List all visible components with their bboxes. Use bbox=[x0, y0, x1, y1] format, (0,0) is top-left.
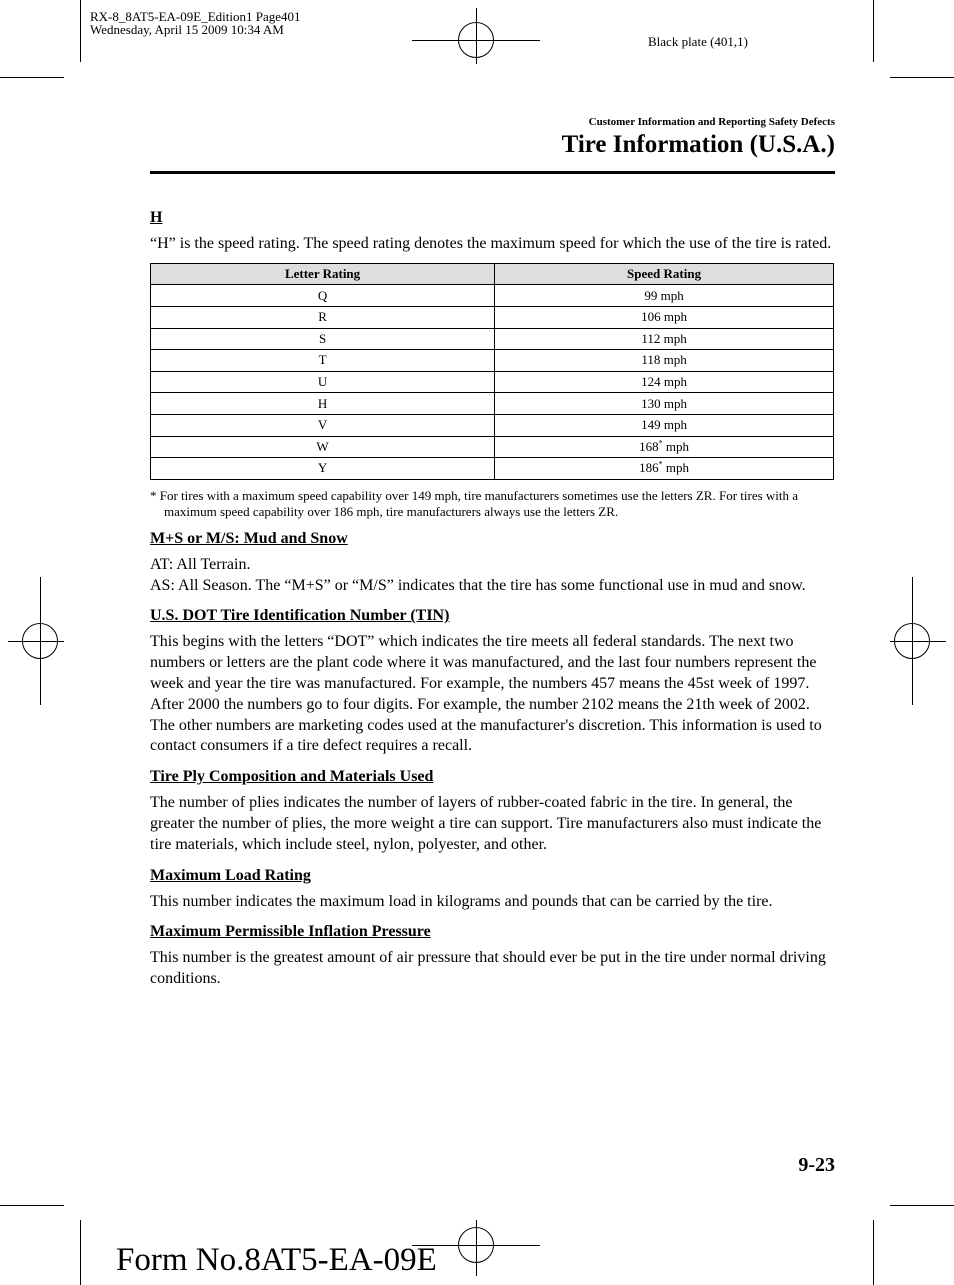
print-job-line: RX-8_8AT5-EA-09E_Edition1 Page401 bbox=[90, 9, 301, 24]
crop-mark bbox=[0, 1205, 64, 1206]
footnote-marker: * bbox=[658, 438, 663, 448]
inflation-text: This number is the greatest amount of air pressure that should ever be put in the tire under normal driving conditions. bbox=[150, 949, 826, 988]
load-heading: Maximum Load Rating bbox=[150, 866, 311, 884]
crop-mark bbox=[80, 0, 81, 62]
registration-target-icon bbox=[22, 623, 58, 659]
table-row bbox=[151, 328, 834, 350]
speed-value: 99 mph bbox=[644, 287, 684, 303]
letter-rating-cell: H bbox=[151, 393, 495, 415]
table-footnote: * For tires with a maximum speed capability over 149 mph, tire manufacturers sometimes use the letters ZR. For tires with a maximum speed capability over 186 mph, tire manufacturers always use the letters ZR. bbox=[150, 487, 799, 520]
crop-mark bbox=[0, 77, 64, 78]
plate-label: Black plate (401,1) bbox=[648, 34, 748, 49]
speed-value: 106 mph bbox=[641, 309, 687, 325]
letter-rating-cell: Q bbox=[151, 285, 495, 307]
mud-snow-line-season: AS: All Season. The “M+S” or “M/S” indicates that the tire has some functional use in mud and snow. bbox=[150, 576, 806, 594]
speed-rating-cell bbox=[495, 328, 834, 350]
speed-value: 168 bbox=[639, 438, 659, 454]
speed-rating-table bbox=[150, 263, 834, 480]
form-number: Form No.8AT5-EA-09E bbox=[116, 1242, 437, 1278]
table-row bbox=[151, 393, 834, 415]
column-header-letter: Letter Rating bbox=[151, 263, 495, 285]
section-label: Customer Information and Reporting Safety Defects bbox=[588, 116, 835, 128]
table-body bbox=[151, 285, 834, 479]
letter-rating-cell: V bbox=[151, 414, 495, 436]
speed-value: 118 mph bbox=[641, 352, 687, 368]
crop-mark bbox=[80, 1220, 81, 1285]
speed-rating-cell bbox=[495, 306, 834, 328]
letter-rating-cell: U bbox=[151, 371, 495, 393]
speed-rating-cell bbox=[495, 350, 834, 372]
load-text: This number indicates the maximum load in kilograms and pounds that can be carried by the tire. bbox=[150, 892, 773, 910]
letter-rating-cell: W bbox=[151, 436, 495, 458]
mud-snow-line-terrain: AT: All Terrain. bbox=[150, 555, 251, 573]
print-date-line: Wednesday, April 15 2009 10:34 AM bbox=[90, 22, 284, 37]
speed-rating-cell bbox=[495, 285, 834, 307]
table-row bbox=[151, 458, 834, 480]
speed-heading: H bbox=[150, 209, 163, 226]
tin-heading: U.S. DOT Tire Identification Number (TIN) bbox=[150, 607, 450, 625]
speed-rating-cell bbox=[495, 393, 834, 415]
registration-target-icon bbox=[894, 623, 930, 659]
speed-rating-cell bbox=[495, 371, 834, 393]
speed-value: 124 mph bbox=[641, 374, 687, 390]
speed-rating-cell bbox=[495, 414, 834, 436]
letter-rating-cell: R bbox=[151, 306, 495, 328]
page-number: 9-23 bbox=[798, 1154, 835, 1176]
print-job-info bbox=[90, 10, 301, 36]
table-row bbox=[151, 306, 834, 328]
title-rule bbox=[150, 171, 835, 174]
crop-mark bbox=[873, 1220, 874, 1285]
speed-unit: mph bbox=[665, 460, 689, 476]
ply-text: The number of plies indicates the number of layers of rubber-coated fabric in the tire. In general, the greater the number of plies, the more weight a tire can support. Tire manufacturers also must indicate the tire materials, which include steel, nylon, polyester, and other. bbox=[150, 794, 822, 853]
table-row bbox=[151, 350, 834, 372]
table-row bbox=[151, 436, 834, 458]
tin-text: This begins with the letters “DOT” which indicates the tire meets all federal standards. The next two numbers or letters are the plant code where it was manufactured, and the last four numbers represent the week and year the tire was manufactured. For example, the numbers 457 means the 45st week of 1997. After 2000 the numbers go to four digits. For example, the number 2102 means the 21th week of 2002. The other numbers are marketing codes used at the manufacturer's discretion. This information is used to contact consumers if a tire defect requires a recall. bbox=[150, 633, 822, 755]
crop-mark bbox=[890, 77, 954, 78]
speed-rating-cell bbox=[495, 458, 834, 480]
crop-mark bbox=[890, 1205, 954, 1206]
table-row bbox=[151, 371, 834, 393]
speed-value: 149 mph bbox=[641, 417, 687, 433]
mud-snow-heading: M+S or M/S: Mud and Snow bbox=[150, 529, 348, 547]
speed-value: 112 mph bbox=[641, 330, 687, 346]
column-header-speed: Speed Rating bbox=[495, 263, 834, 285]
crop-mark bbox=[873, 0, 874, 62]
inflation-heading: Maximum Permissible Inflation Pressure bbox=[150, 923, 431, 941]
speed-value: 130 mph bbox=[641, 395, 687, 411]
main-content bbox=[150, 208, 836, 990]
registration-target-icon bbox=[458, 1227, 494, 1263]
speed-unit: mph bbox=[665, 438, 689, 454]
speed-value: 186 bbox=[639, 460, 659, 476]
footnote-marker: * bbox=[658, 460, 663, 470]
page-title: Tire Information (U.S.A.) bbox=[561, 131, 835, 158]
speed-description: “H” is the speed rating. The speed rating denotes the maximum speed for which the use of the tire is rated. bbox=[150, 235, 832, 252]
letter-rating-cell: Y bbox=[151, 458, 495, 480]
table-header-row bbox=[151, 263, 834, 285]
registration-target-icon bbox=[458, 22, 494, 58]
speed-rating-cell bbox=[495, 436, 834, 458]
letter-rating-cell: S bbox=[151, 328, 495, 350]
letter-rating-cell: T bbox=[151, 350, 495, 372]
ply-heading: Tire Ply Composition and Materials Used bbox=[150, 768, 434, 786]
table-row bbox=[151, 285, 834, 307]
table-row bbox=[151, 414, 834, 436]
